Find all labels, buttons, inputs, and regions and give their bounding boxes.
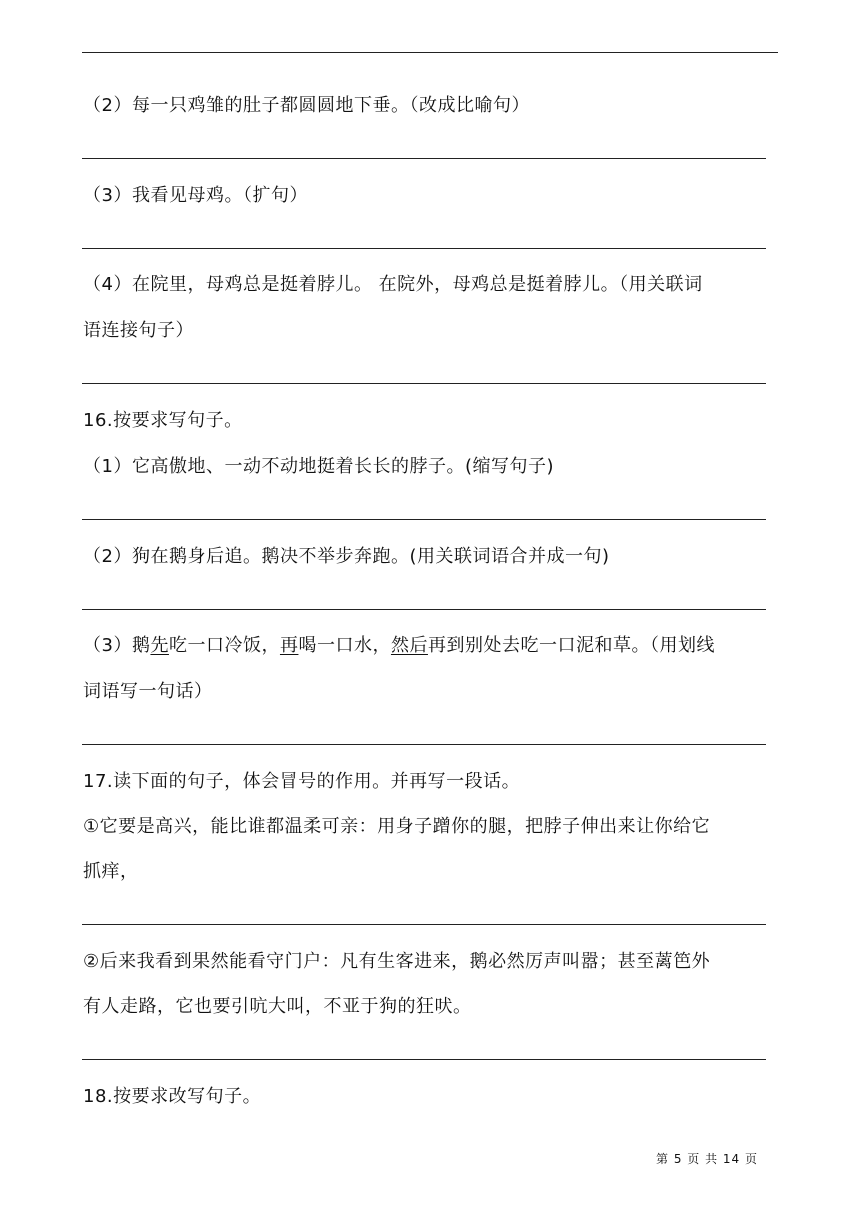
answer-line (82, 383, 766, 384)
q16-item-2: （2）狗在鹅身后追。鹅决不举步奔跑。(用关联词语合并成一句) (83, 546, 610, 567)
answer-line (82, 158, 766, 159)
q15-item-4-line-1: （4）在院里，母鸡总是挺着脖儿。 在院外，母鸡总是挺着脖儿。（用关联词 (83, 274, 703, 295)
q17-sentence-1-line-1: ①它要是高兴，能比谁都温柔可亲：用身子蹭你的腿，把脖子伸出来让你给它 (83, 816, 711, 837)
q16-item-3-line-1 (83, 634, 715, 658)
answer-line (82, 519, 766, 520)
q17-sentence-1-line-2: 抓痒， (83, 861, 139, 882)
q16-item-3-text: 喝一口水， (298, 635, 391, 656)
answer-line (82, 1059, 766, 1060)
q16-item-1: （1）它高傲地、一动不动地挺着长长的脖子。(缩写句子) (83, 456, 554, 477)
answer-line (82, 744, 766, 745)
answer-line (82, 248, 766, 249)
q16-item-3-text: 再到别处去吃一口泥和草。（用划线 (427, 635, 715, 656)
underlined-word: 再 (279, 635, 299, 656)
q16-item-3-text: 吃一口冷饭， (168, 635, 280, 656)
q15-item-3: （3）我看见母鸡。（扩句） (83, 185, 308, 206)
answer-line (82, 924, 766, 925)
q17-sentence-2-line-1: ②后来我看到果然能看守门户：凡有生客进来，鹅必然厉声叫嚣；甚至蓠笆外 (83, 951, 711, 972)
q15-item-2: （2）每一只鸡雏的肚子都圆圆地下垂。（改成比喻句） (83, 95, 530, 116)
q17-heading: 17.读下面的句子，体会冒号的作用。并再写一段话。 (83, 771, 521, 792)
q15-item-4-line-2: 语连接句子） (83, 320, 194, 341)
q16-item-3-line-2: 词语写一句话） (83, 681, 213, 702)
q16-heading: 16.按要求写句子。 (83, 410, 243, 431)
q18-heading: 18.按要求改写句子。 (83, 1086, 262, 1107)
underlined-word: 然后 (390, 635, 428, 656)
underlined-word: 先 (150, 635, 169, 656)
q16-item-3-text: （3）鹅 (83, 635, 151, 656)
page-number: 第 5 页 共 14 页 (656, 1152, 758, 1166)
answer-line (82, 609, 766, 610)
answer-line (82, 52, 778, 53)
q17-sentence-2-line-2: 有人走路，它也要引吭大叫，不亚于狗的狂吠。 (83, 996, 472, 1017)
